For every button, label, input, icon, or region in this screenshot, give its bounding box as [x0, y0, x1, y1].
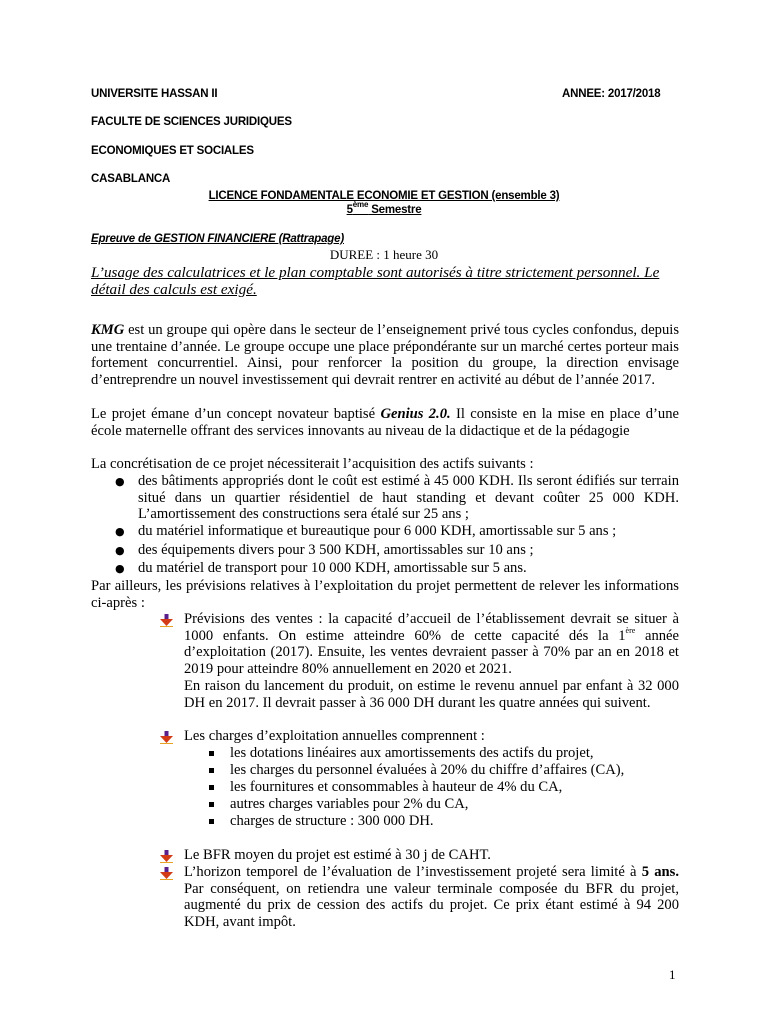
- university-name: UNIVERSITE HASSAN II: [91, 88, 218, 100]
- arrow-down-icon: [160, 850, 173, 863]
- bullet-icon: ●: [115, 525, 125, 538]
- arrow-down-icon: [160, 731, 173, 744]
- semester: 5ème Semestre: [346, 200, 422, 216]
- forecast-intro: Par ailleurs, les prévisions relatives à l’exploitation du projet permettent de relever les informations ci-après :: [91, 578, 679, 611]
- square-bullet-icon: [209, 751, 214, 756]
- page-number: 1: [669, 967, 676, 982]
- faculty-line-2: ECONOMIQUES ET SOCIALES: [91, 145, 254, 157]
- charge-item: les fournitures et consommables à hauteur de 4% du CA,: [230, 779, 563, 795]
- revenue-forecast: En raison du lancement du produit, on estime le revenu annuel par enfant à 32 000 DH en 2017. Il devrait passer à 36 000 DH durant les quatre années qui suivent.: [184, 678, 679, 711]
- asset-item: des bâtiments appropriés dont le coût est estimé à 45 000 KDH. Ils seront édifiés sur terrain situé dans un quartier résidentiel de haut standing et devant coûter 25 000 KDH. L’amortissement des constructions sera étalé sur 25 ans ;: [138, 473, 679, 523]
- duration: DUREE : 1 heure 30: [329, 247, 439, 262]
- instructions: L’usage des calculatrices et le plan comptable sont autorisés à titre strictement personnel. Le détail des calculs est exigé.: [91, 264, 660, 298]
- faculty-line-1: FACULTE DE SCIENCES JURIDIQUES: [91, 116, 292, 128]
- sales-forecast: Prévisions des ventes : la capacité d’accueil de l’établissement devrait se situer à 1000 enfants. On estime atteindre 60% de cette capacité dés la 1ère année d’exploitation (2017). Ensuite, les ventes devraient passer à 70% par an en 2018 et 2019 pour atteindre 80% annuellement en 2020 et 2021.: [184, 611, 679, 677]
- charges-intro: Les charges d’exploitation annuelles comprennent :: [184, 728, 485, 744]
- bullet-icon: ●: [115, 544, 125, 557]
- arrow-down-icon: [160, 867, 173, 880]
- horizon-text: L’horizon temporel de l’évaluation de l’investissement projeté sera limité à 5 ans. Par conséquent, on retiendra une valeur terminale composée du BFR du projet, augmenté du prix de cession des actifs du projet. Ce prix étant estimé à 94 200 KDH, avant impôt.: [184, 864, 679, 930]
- charge-item: autres charges variables pour 2% du CA,: [230, 796, 469, 812]
- charge-item: les dotations linéaires aux amortissements des actifs du projet,: [230, 745, 594, 761]
- program-title: LICENCE FONDAMENTALE ECONOMIE ET GESTION (ensemble 3): [208, 190, 560, 202]
- asset-item: du matériel de transport pour 10 000 KDH, amortissable sur 5 ans.: [138, 560, 527, 576]
- square-bullet-icon: [209, 768, 214, 773]
- project-paragraph: Le projet émane d’un concept novateur baptisé Genius 2.0. Il consiste en la mise en place d’une école maternelle offrant des services innovants au niveau de la didactique et de la pédagogie: [91, 406, 679, 439]
- square-bullet-icon: [209, 819, 214, 824]
- company-name: KMG: [91, 322, 125, 338]
- asset-item: du matériel informatique et bureautique pour 6 000 KDH, amortissable sur 5 ans ;: [138, 523, 617, 539]
- charge-item: les charges du personnel évaluées à 20% du chiffre d’affaires (CA),: [230, 762, 625, 778]
- academic-year: ANNEE: 2017/2018: [562, 88, 661, 100]
- intro-paragraph: KMG est un groupe qui opère dans le secteur de l’enseignement privé tous cycles confondus, depuis une trentaine d’année. Le groupe occupe une place prépondérante sur un marché certes porteur mais fortement concurrentiel. Ainsi, pour renforcer la position du groupe, la direction envisage d’entreprendre un nouvel investissement qui devrait rentrer en activité au début de l’année 2017.: [91, 322, 679, 388]
- assets-intro: La concrétisation de ce projet nécessiterait l’acquisition des actifs suivants :: [91, 456, 534, 472]
- bfr-text: Le BFR moyen du projet est estimé à 30 j de CAHT.: [184, 847, 491, 863]
- asset-item: des équipements divers pour 3 500 KDH, amortissables sur 10 ans ;: [138, 542, 534, 558]
- bullet-icon: ●: [115, 475, 125, 488]
- charge-item: charges de structure : 300 000 DH.: [230, 813, 434, 829]
- square-bullet-icon: [209, 802, 214, 807]
- arrow-down-icon: [160, 614, 173, 627]
- project-name: Genius 2.0.: [380, 406, 451, 422]
- square-bullet-icon: [209, 785, 214, 790]
- city: CASABLANCA: [91, 173, 171, 185]
- bullet-icon: ●: [115, 562, 125, 575]
- exam-title: Epreuve de GESTION FINANCIERE (Rattrapage): [91, 233, 344, 245]
